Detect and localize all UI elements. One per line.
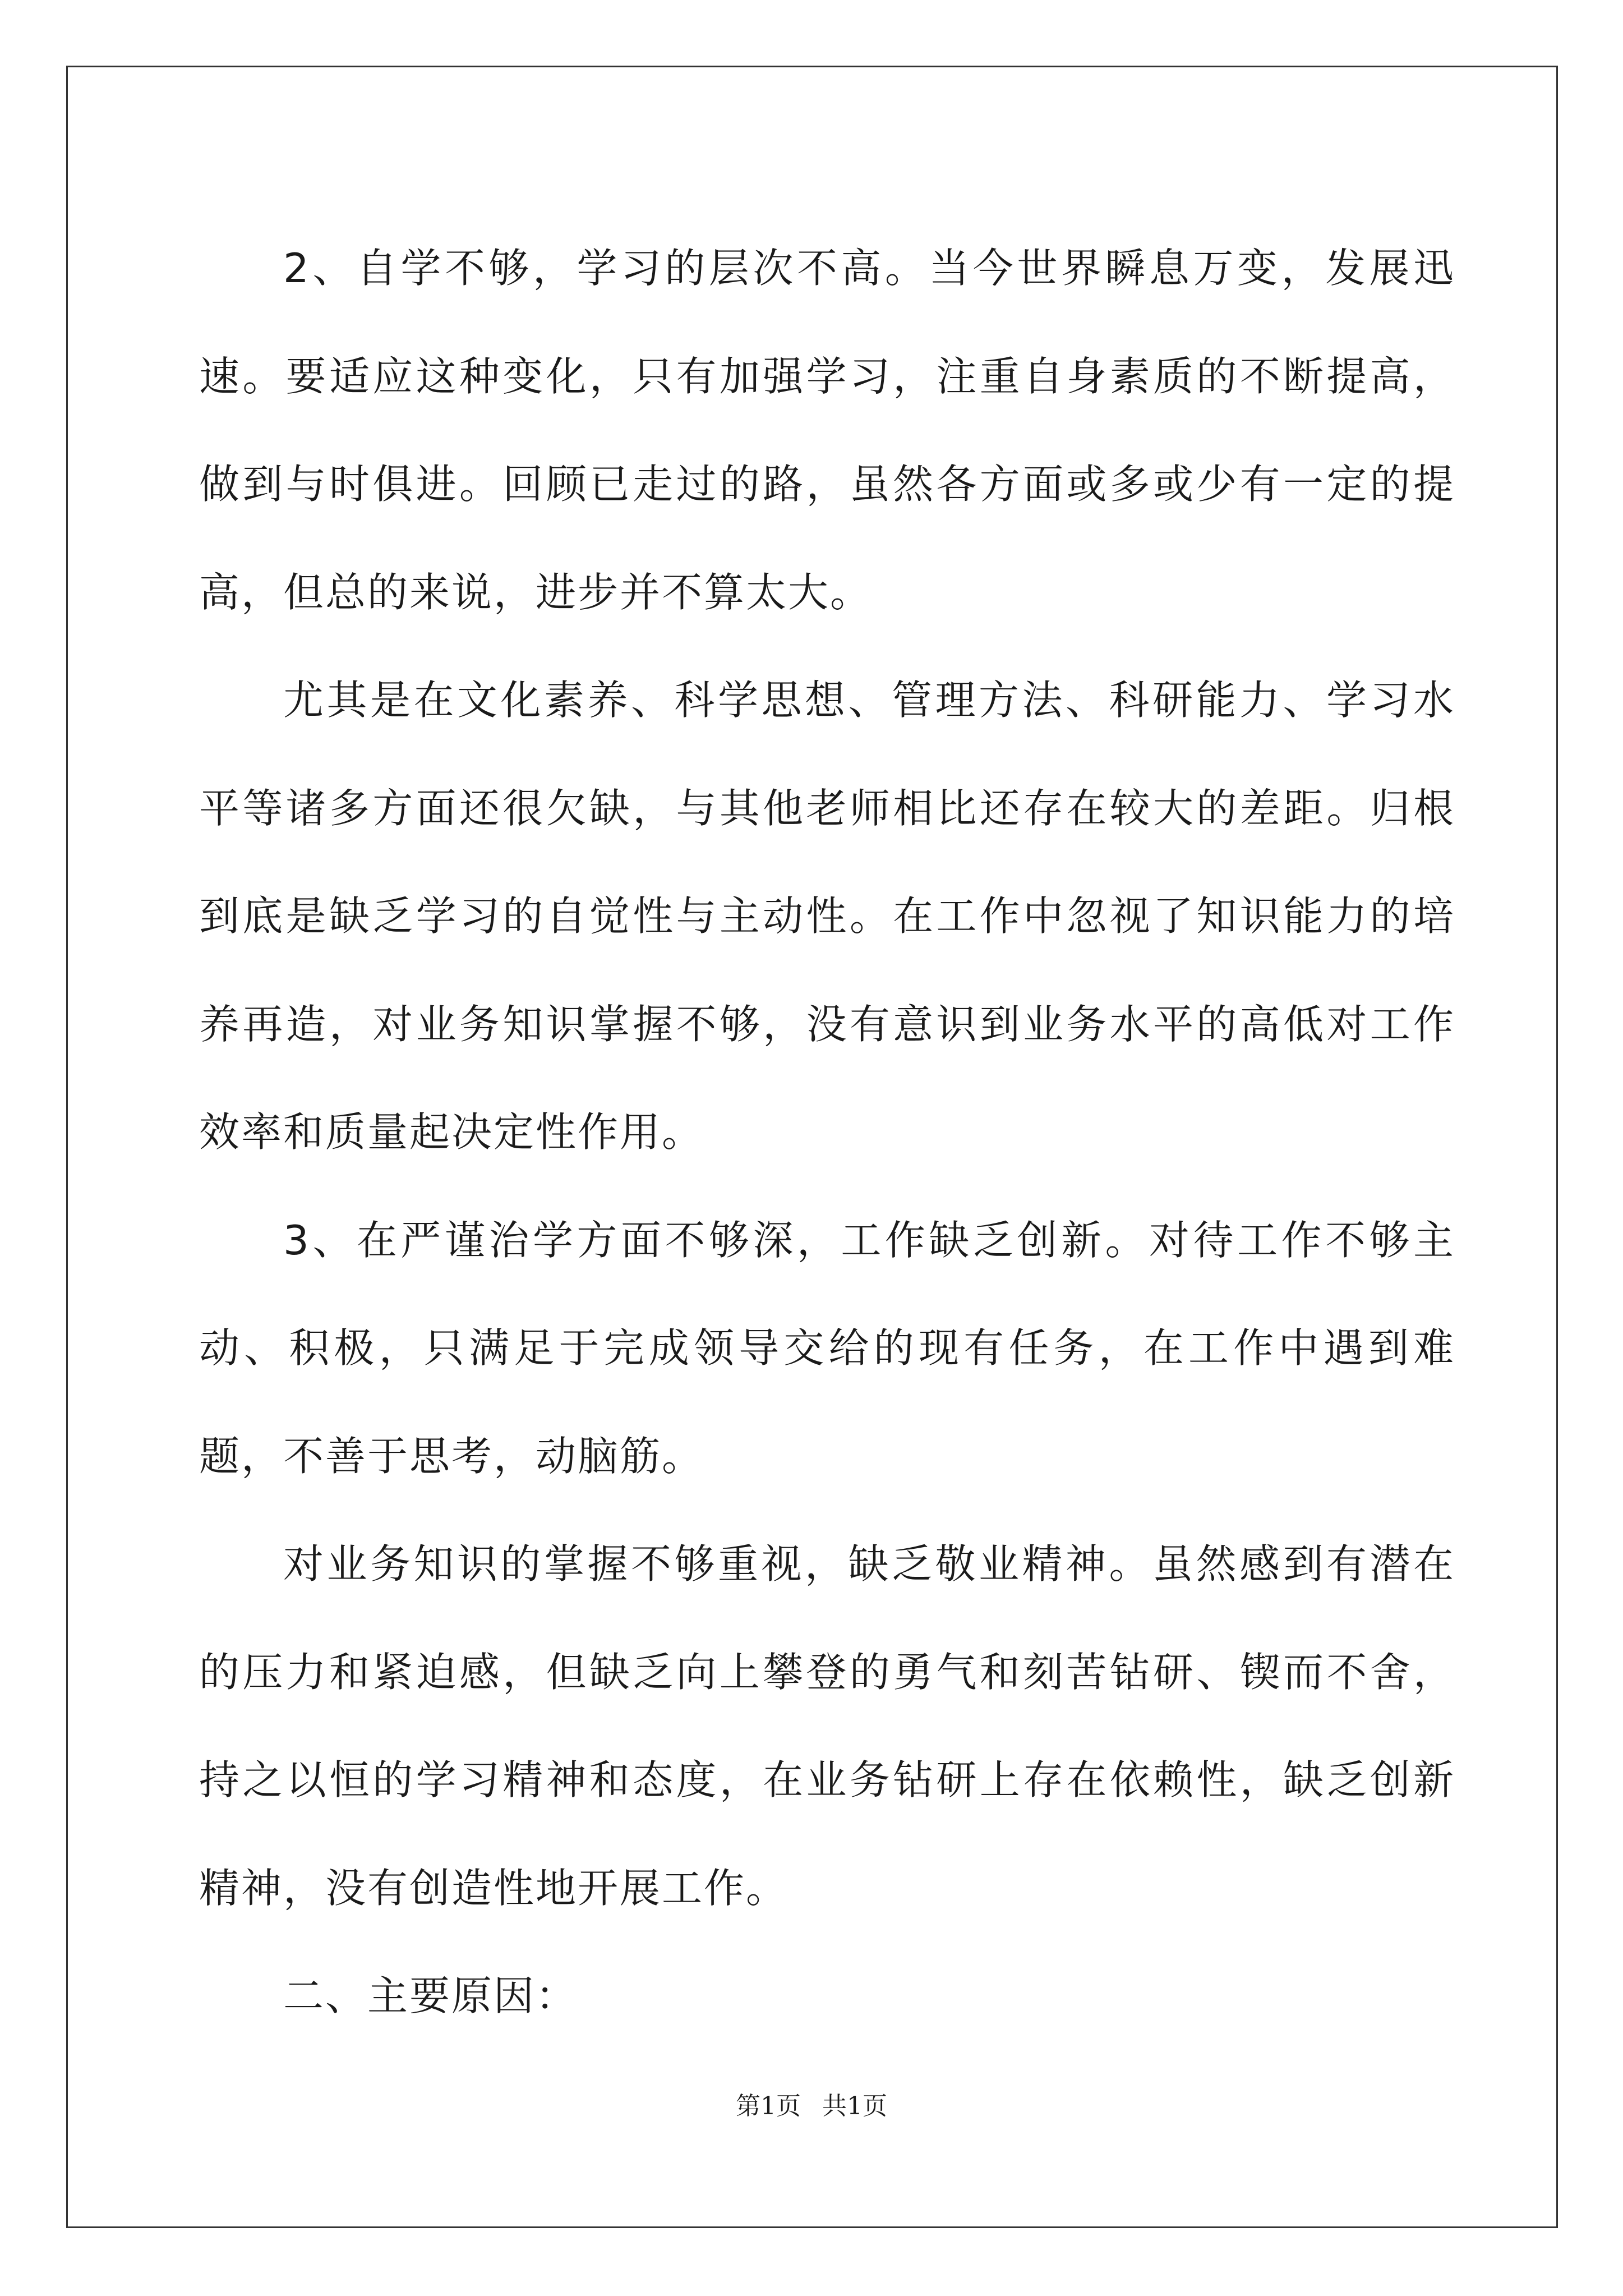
paragraph: 尤其是在文化素养、科学思想、管理方法、科研能力、学习水平等诸多方面还很欠缺，与其他老师相比还存在较大的差距。归根到底是缺乏学习的自觉性与主动性。在工作中忽视了知识能力的培养再造，对业务知识掌握不够，没有意识到业务水平的高低对工作效率和质量起决定性作用。 — [199, 677, 1455, 1156]
paragraph: 对业务知识的掌握不够重视，缺乏敬业精神。虽然感到有潜在的压力和紧迫感，但缺乏向上攀登的勇气和刻苦钻研、锲而不舍，持之以恒的学习精神和态度，在业务钻研上存在依赖性，缺乏创新精神，没有创造性地开展工作。 — [199, 1540, 1455, 1912]
paragraph: 2、自学不够，学习的层次不高。当今世界瞬息万变，发展迅速。要适应这种变化，只有加强学习，注重自身素质的不断提高，做到与时俱进。回顾已走过的路，虽然各方面或多或少有一定的提高，但总的来说，进步并不算太大。 — [199, 245, 1455, 616]
page-footer — [0, 2086, 1623, 2122]
page-total: 共1页 — [822, 2092, 887, 2120]
paragraph: 3、在严谨治学方面不够深，工作缺乏创新。对待工作不够主动、积极，只满足于完成领导交给的现有任务，在工作中遇到难题，不善于思考，动脑筋。 — [199, 1216, 1455, 1480]
page-number: 第1页 — [736, 2092, 801, 2120]
section-heading: 二、主要原因： — [283, 1972, 578, 2019]
document-body — [199, 214, 1455, 2050]
